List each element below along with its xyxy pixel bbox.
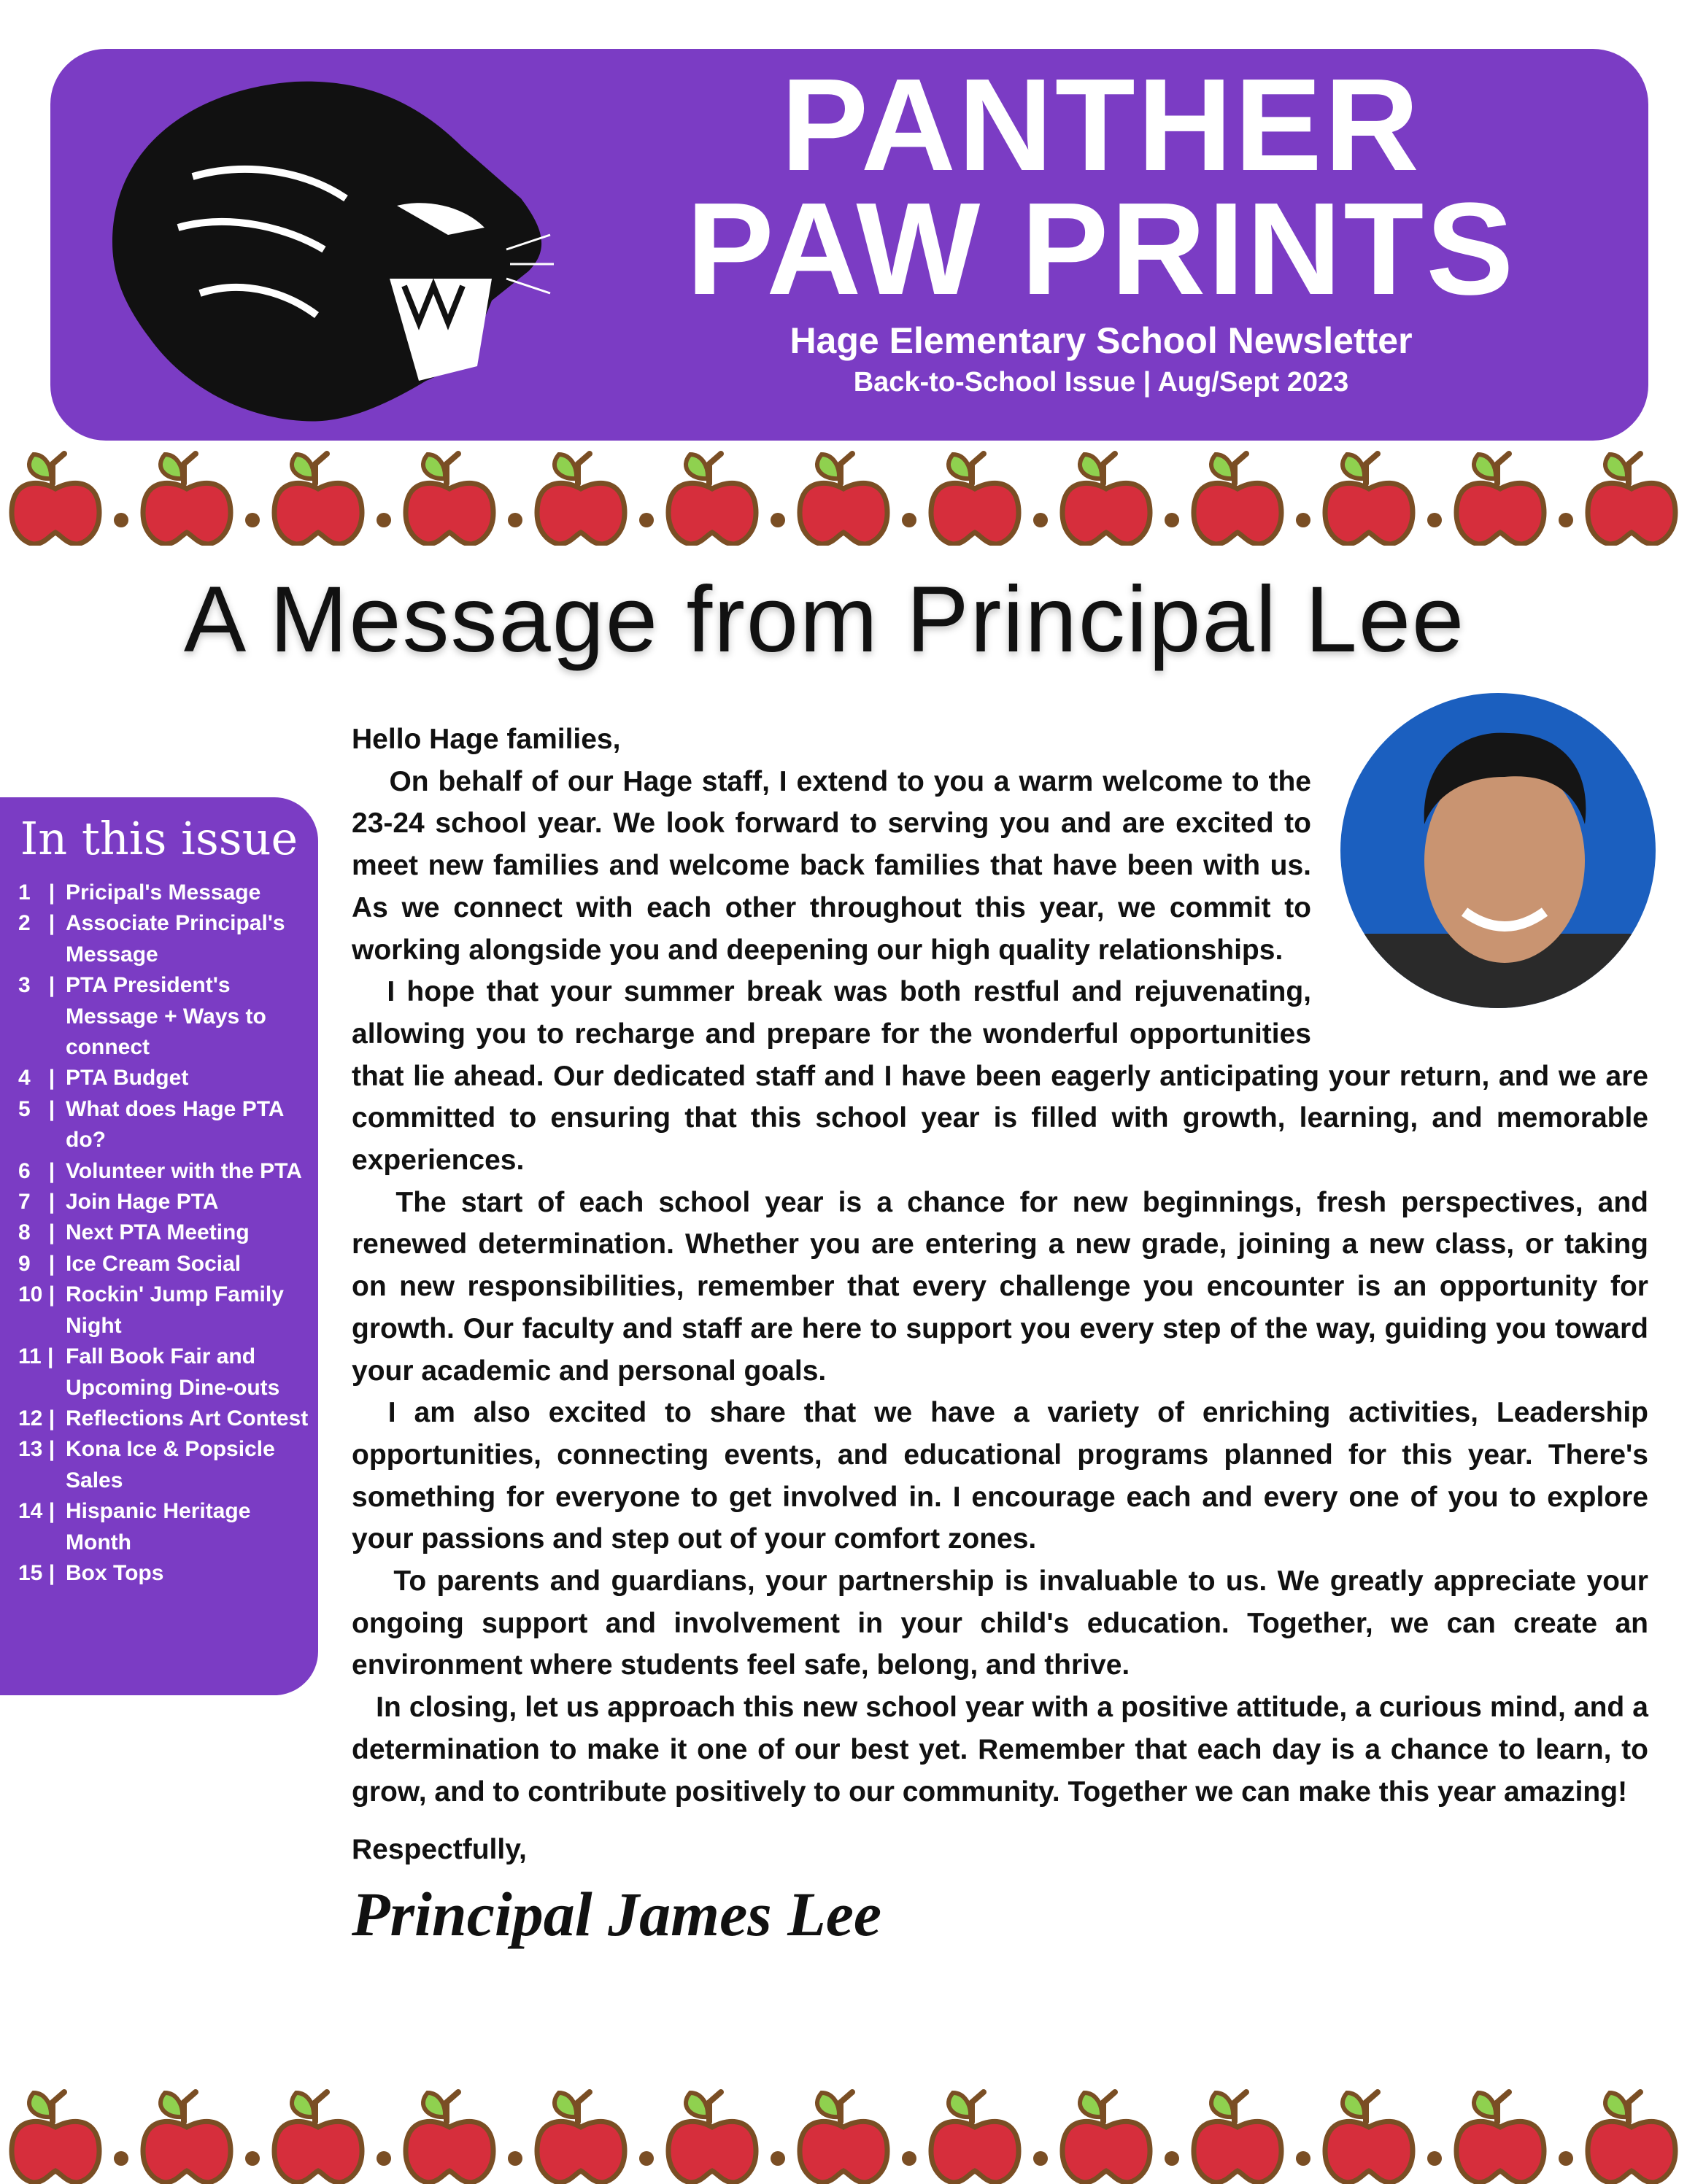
masthead-title-line2: PAW PRINTS [686,176,1516,322]
toc-label: Kona Ice & Popsicle Sales [66,1437,275,1492]
letter-paragraph: To parents and guardians, your partnership is invaluable to us. We greatly appreciate your ongoing support and involvement in your child's education. Together, we can create an environment where students feel safe, belong, and thrive. [352,1565,1648,1681]
toc-item[interactable] [18,1249,318,1279]
letter-closing: Respectfully, [352,1834,527,1866]
toc-number: 5 | [18,1096,55,1121]
toc-label: Reflections Art Contest [66,1406,309,1430]
toc-label: Fall Book Fair and Upcoming Dine-outs [66,1344,280,1400]
letter-greeting: Hello Hage families, [352,724,621,755]
toc-number: 12 | [18,1406,55,1430]
toc-number: 14 | [18,1499,55,1524]
apple-icon [537,454,625,544]
apple-icon [143,2092,231,2183]
toc-label: Join Hage PTA [66,1190,219,1215]
apple-icon [1325,454,1413,544]
apple-icon [1062,2092,1150,2183]
principal-letter [352,719,1648,1954]
toc-label: Pricipal's Message [66,880,261,905]
letter-paragraph: On behalf of our Hage staff, I extend to you a warm welcome to the 23-24 school year. We look forward to serving you and are excited to meet new families and welcome back families that have been with us. As we connect with each other throughout this year, we commit to working alongside you and deepening our high quality relationships. [352,765,1311,966]
apple-icon [1456,454,1544,544]
dot-separator [902,2151,916,2166]
page-title: A Message from Principal Lee [183,568,1466,672]
apple-icon [406,454,493,544]
toc-number: 13 | [18,1437,55,1462]
toc-item[interactable] [18,1496,318,1558]
toc-label: Rockin' Jump Family Night [66,1282,284,1338]
apple-icon [1325,2092,1413,2183]
dot-separator [1559,2151,1573,2166]
dot-separator [771,513,785,527]
apple-icon [12,454,99,544]
apple-icon [1062,454,1150,544]
letter-paragraph: In closing, let us approach this new school year with a positive attitude, a curious mind, and a determination to make it one of our best yet. Remember that each day is a chance to learn, to grow, and to contribute positively to our community. Together we can make this year amazing! [352,1692,1648,1808]
toc-label: Next PTA Meeting [66,1220,250,1245]
toc-item[interactable] [18,1341,318,1403]
apple-icon [274,2092,362,2183]
dot-separator [245,2151,260,2166]
dot-separator [1165,2151,1179,2166]
toc-label: Volunteer with the PTA [66,1158,302,1183]
apple-icon [668,2092,756,2183]
apple-icon [931,2092,1019,2183]
toc-label: PTA Budget [66,1066,189,1091]
dot-separator [1296,2151,1310,2166]
toc-label: What does Hage PTA do? [66,1096,284,1153]
dot-separator [508,2151,522,2166]
toc-item[interactable] [18,1063,318,1093]
dot-separator [377,2151,391,2166]
dot-separator [377,513,391,527]
apple-icon [1588,454,1675,544]
toc-number: 15 | [18,1560,55,1585]
apple-icon [1194,454,1281,544]
dot-separator [1296,513,1310,527]
toc-item[interactable] [18,1558,318,1589]
signature: Principal James Lee [352,1878,882,1949]
dot-separator [1033,2151,1048,2166]
toc-label: PTA President's Message + Ways to connect [66,973,266,1060]
apple-icon [1194,2092,1281,2183]
toc-item[interactable] [18,878,318,908]
dot-separator [902,513,916,527]
toc-label: Box Tops [66,1560,164,1585]
dot-separator [1427,2151,1442,2166]
toc-number: 8 | [18,1220,55,1245]
issue-date: Back-to-School Issue | Aug/Sept 2023 [853,367,1349,398]
letter-paragraph: I hope that your summer break was both restful and rejuvenating, allowing you to recharge and prepare for the wonderful opportunities that lie ahead. Our dedicated staff and I have been eagerly anticipating your return, and we are committed to ensuring that this school year is filled with growth, learning, and memorable experiences. [352,976,1648,1177]
toc-label: Associate Principal's Message [66,911,285,967]
newsletter-subtitle: Hage Elementary School Newsletter [790,320,1413,361]
toc-number: 9 | [18,1251,55,1276]
toc-number: 6 | [18,1158,55,1183]
toc-item[interactable] [18,1279,318,1341]
toc-item[interactable] [18,1434,318,1496]
toc-item[interactable] [18,1403,318,1434]
dot-separator [114,2151,128,2166]
letter-paragraph: The start of each school year is a chance for new beginnings, fresh perspectives, and renewed determination. Whether you are entering a new grade, joining a new class, or taking on new responsibilities, remember that every challenge you encounter is an opportunity for growth. Our faculty and staff are here to support you every step of the way, guiding you toward your academic and personal goals. [352,1186,1648,1387]
dot-separator [245,513,260,527]
toc-number: 2 | [18,911,55,936]
apple-icon [406,2092,493,2183]
toc-item[interactable] [18,1217,318,1248]
toc-item[interactable] [18,1187,318,1217]
toc-list [0,878,318,1589]
masthead [50,49,1648,441]
toc-number: 1 | [18,880,55,905]
toc-item[interactable] [18,1094,318,1156]
dot-separator [1559,513,1573,527]
apple-border-top [0,451,1687,546]
dot-separator [1165,513,1179,527]
letter-paragraph: I am also excited to share that we have a variety of enriching activities, Leadership opportunities, connecting events, and educational programs planned for this year. There's something for everyone to get involved in. I encourage each and every one of you to explore your passions and step out of your comfort zones. [352,1397,1648,1555]
apple-icon [274,454,362,544]
apple-icon [12,2092,99,2183]
dot-separator [1033,513,1048,527]
apple-icon [800,2092,887,2183]
apple-icon [537,2092,625,2183]
apple-icon [800,454,887,544]
in-this-issue-panel [0,797,318,1695]
apple-icon [1456,2092,1544,2183]
toc-number: 11 | [18,1344,54,1369]
dot-separator [639,2151,654,2166]
toc-item[interactable] [18,1156,318,1187]
toc-number: 4 | [18,1066,55,1091]
apple-icon [668,454,756,544]
toc-item[interactable] [18,970,318,1063]
toc-label: Hispanic Heritage Month [66,1499,251,1554]
sidebar-title: In this issue [20,812,298,865]
principal-photo [1340,693,1656,1008]
panther-head-icon [83,60,557,432]
toc-item[interactable] [18,908,318,970]
dot-separator [508,513,522,527]
dot-separator [114,513,128,527]
apple-icon [1588,2092,1675,2183]
dot-separator [771,2151,785,2166]
dot-separator [1427,513,1442,527]
toc-number: 7 | [18,1190,55,1215]
toc-number: 3 | [18,973,55,998]
toc-label: Ice Cream Social [66,1251,242,1276]
apple-icon [143,454,231,544]
dot-separator [639,513,654,527]
toc-number: 10 | [18,1282,55,1307]
apple-icon [931,454,1019,544]
masthead-title-line1: PANTHER [781,52,1421,198]
apple-border-bottom [0,2089,1687,2184]
masthead-titles [590,52,1612,400]
